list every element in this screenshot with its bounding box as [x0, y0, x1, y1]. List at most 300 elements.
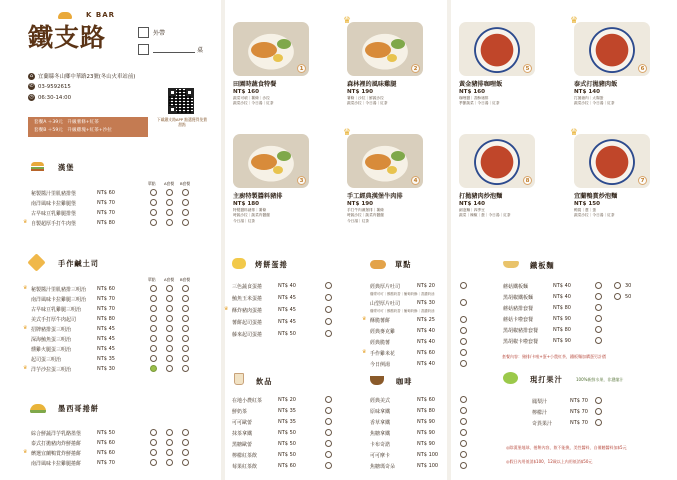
order-checkbox[interactable] [166, 315, 173, 322]
dish-desc-line: 今日湯｜紅茶 [233, 218, 256, 223]
item-price: NT$ 50 [278, 441, 296, 447]
menu-item [370, 397, 435, 404]
menu-item [370, 452, 439, 459]
order-checkbox[interactable] [325, 396, 332, 403]
order-checkbox[interactable] [166, 355, 173, 362]
menu-item [370, 441, 435, 448]
order-checkbox[interactable] [325, 306, 332, 313]
menu-item [31, 430, 115, 437]
item-price: NT$ 80 [553, 305, 571, 311]
dish-photo [574, 22, 650, 76]
dish-number-badge: 5 [523, 64, 532, 73]
featured-dish-card[interactable] [343, 16, 423, 107]
menu-item [370, 361, 435, 368]
featured-dish-card[interactable] [459, 134, 535, 219]
item-price: NT$ 40 [553, 283, 571, 289]
order-checkbox[interactable] [325, 451, 332, 458]
item-price: NT$ 60 [97, 450, 115, 456]
menu-item [370, 350, 435, 357]
order-checkbox[interactable] [460, 429, 467, 436]
order-checkbox[interactable] [182, 315, 189, 322]
menu-item [31, 336, 115, 343]
item-name: 泰式打拋豬肉炸鮮捲餅 [31, 441, 82, 447]
order-checkbox[interactable] [150, 199, 157, 206]
item-name: 蘑菇鐵板麵 [503, 284, 529, 290]
order-checkbox[interactable] [150, 305, 157, 312]
order-checkbox[interactable] [150, 209, 157, 216]
order-checkbox[interactable] [182, 285, 189, 292]
featured-dish-card[interactable] [343, 128, 423, 224]
dish-desc [233, 208, 309, 224]
menu-item [31, 326, 115, 333]
dish-price: NT$ 160 [459, 89, 486, 95]
order-checkbox[interactable] [166, 345, 173, 352]
menu-item [31, 356, 115, 363]
coffee-icon [370, 376, 384, 385]
featured-dish-card[interactable] [233, 134, 309, 224]
item-price: NT$ 70 [570, 409, 588, 415]
menu-item [532, 420, 588, 427]
logo: 鐵支路 [28, 23, 107, 52]
order-checkbox[interactable] [182, 335, 189, 342]
dish-desc-line: 手打牛肉漢堡排｜薯條 [347, 208, 384, 212]
order-checkbox[interactable] [460, 299, 467, 306]
eggroll-title: 烤餅蛋捲 [255, 260, 288, 269]
featured-dish-card[interactable] [570, 128, 650, 219]
item-price: NT$ 50 [97, 430, 115, 436]
order-checkbox[interactable] [166, 429, 173, 436]
dish-photo [459, 134, 535, 188]
order-checkbox[interactable] [460, 282, 467, 289]
menu-item [232, 331, 296, 338]
item-name: 古早味豆乳雞腿排堡 [31, 211, 77, 217]
item-price: NT$ 70 [97, 306, 115, 312]
item-name: 經典麥克雞 [370, 329, 396, 335]
order-checkbox[interactable] [595, 397, 602, 404]
lime-icon [503, 372, 518, 384]
item-name: 鮮奶茶 [232, 409, 248, 415]
menu-item [31, 210, 115, 217]
item-price: NT$ 45 [97, 326, 115, 332]
order-checkbox[interactable] [460, 349, 467, 356]
noodle-icon [503, 261, 519, 268]
mexican-title: 墨西哥捲餅 [58, 404, 99, 413]
menu-item [503, 283, 571, 290]
item-name: 經典脆薯 [370, 340, 391, 346]
order-checkbox[interactable] [150, 449, 157, 456]
recommend-icon: ♛ [23, 325, 28, 331]
item-price: NT$ 20 [417, 283, 435, 289]
menu-item [503, 338, 571, 345]
order-checkbox[interactable] [182, 355, 189, 362]
dish-price: NT$ 150 [574, 201, 601, 207]
item-price: NT$ 40 [417, 339, 435, 345]
order-checkbox[interactable] [595, 337, 602, 344]
menu-item [503, 327, 571, 334]
menu-item [31, 306, 115, 313]
column-header: A套餐 [164, 181, 175, 186]
order-checkbox[interactable] [166, 295, 173, 302]
toast-icon [27, 253, 45, 271]
dish-photo [233, 22, 309, 76]
item-price: NT$ 80 [97, 316, 115, 322]
item-name: 黑胡椒卡啦套餐 [503, 339, 539, 345]
snacks-title: 單點 [395, 260, 412, 269]
table-label: 桌 [197, 47, 204, 54]
drinks-title: 飲品 [256, 377, 273, 386]
item-price: NT$ 45 [278, 319, 296, 325]
item-name: 燻雞火腿蛋三明治 [31, 347, 72, 353]
wrap-icon [30, 404, 46, 413]
order-checkbox[interactable] [182, 305, 189, 312]
order-checkbox[interactable] [595, 419, 602, 426]
dish-price: NT$ 140 [574, 89, 601, 95]
item-name: 蘑菇卡啦套餐 [503, 317, 534, 323]
order-checkbox[interactable] [325, 418, 332, 425]
order-checkbox[interactable] [150, 315, 157, 322]
item-name: 檸檬紅茶飲 [232, 453, 258, 459]
item-name: 黑胡椒鐵板麵 [503, 295, 534, 301]
order-checkbox[interactable] [166, 199, 173, 206]
order-checkbox[interactable] [166, 189, 173, 196]
dish-number-badge: 4 [411, 176, 420, 185]
featured-dish-card[interactable] [570, 16, 650, 107]
location-icon: ⌂ [29, 73, 34, 79]
column-header: B套餐 [180, 181, 191, 186]
order-checkbox[interactable] [595, 315, 602, 322]
page-divider [221, 0, 225, 480]
dish-desc [574, 96, 650, 107]
size-label: 50 [625, 294, 632, 300]
order-checkbox[interactable] [325, 330, 332, 337]
menu-item [31, 460, 115, 467]
table-row [138, 44, 203, 55]
menu-item [232, 283, 296, 290]
menu-item [31, 286, 115, 293]
item-name: 三色蔬食蛋捲 [232, 284, 263, 290]
dish-name: 森林裡的風味雞腿 [347, 81, 397, 88]
featured-dish-card[interactable] [459, 22, 535, 107]
dish-desc-line: 蔬菜沙拉｜今日湯｜紅茶 [233, 101, 274, 106]
item-subtext: 爆漿可可｜醇酪奶香｜葡萄奶酥｜香濃奶油 [370, 309, 435, 313]
promo-line-b: 套餐B ＋59元 升級雞塊+紅茶+沙拉 [34, 127, 112, 133]
phone: ✆ 03-9592615 [29, 83, 71, 90]
dish-name: 主廚特製醬料豬排 [233, 193, 283, 200]
item-name: 酥炸豬肉蛋捲 [232, 308, 263, 314]
item-price: NT$ 40 [417, 361, 435, 367]
item-price: NT$ 90 [553, 316, 571, 322]
order-checkbox[interactable] [166, 449, 173, 456]
order-checkbox[interactable] [460, 418, 467, 425]
qr-caption: 下載鐵支路APP 點選獲得免費甜點 [156, 117, 208, 127]
order-checkbox[interactable] [182, 219, 189, 226]
order-checkbox[interactable] [460, 462, 467, 469]
menu-item [532, 409, 588, 416]
order-checkbox[interactable] [166, 365, 173, 372]
dish-number-badge: 8 [523, 176, 532, 185]
recommend-icon: ♛ [362, 316, 367, 322]
dish-photo [347, 22, 423, 76]
column-header: 單點 [148, 277, 156, 282]
item-price: NT$ 60 [417, 350, 435, 356]
order-checkbox[interactable] [595, 293, 602, 300]
dish-desc-line: 蔬菜｜辣椒｜蛋｜今日湯｜紅茶 [459, 213, 511, 218]
item-name: 鳳梨汁 [532, 399, 548, 405]
order-checkbox[interactable] [325, 407, 332, 414]
order-checkbox[interactable] [325, 282, 332, 289]
item-name: 南洋風味卡拉雞腿三明治 [31, 297, 87, 303]
egg-roll-icon [232, 258, 246, 269]
order-checkbox[interactable] [460, 316, 467, 323]
dish-price: NT$ 180 [233, 201, 260, 207]
item-name: 莓果紅茶飲 [232, 464, 258, 470]
item-price: NT$ 50 [278, 331, 296, 337]
dish-name: 黃金豬排咖哩飯 [459, 81, 503, 88]
order-checkbox[interactable] [182, 295, 189, 302]
item-name: 秘製醬汁里肌豬排堡 [31, 191, 77, 197]
dish-desc-line: 特製醬料豬排｜薯條 [233, 208, 267, 212]
item-price: NT$ 70 [97, 210, 115, 216]
order-checkbox[interactable] [166, 459, 173, 466]
item-price: NT$ 20 [278, 397, 296, 403]
item-name: 檸檬汁 [532, 410, 548, 416]
item-name: 在地小農紅茶 [232, 398, 263, 404]
noodle-title: 鐵板麵 [530, 261, 555, 270]
item-name: 深海鮪魚蛋三明治 [31, 337, 72, 343]
order-checkbox[interactable] [325, 318, 332, 325]
order-checkbox[interactable] [150, 429, 157, 436]
order-checkbox[interactable] [150, 295, 157, 302]
item-name: 抹茶拿鐵 [232, 431, 253, 437]
item-price: NT$ 30 [417, 300, 435, 306]
order-checkbox[interactable] [182, 449, 189, 456]
takeout-checkbox[interactable] [138, 27, 149, 38]
dish-price: NT$ 190 [347, 201, 374, 207]
item-price: NT$ 45 [278, 307, 296, 313]
item-name: 香草拿鐵 [370, 420, 391, 426]
order-checkbox[interactable] [166, 335, 173, 342]
dish-desc-line: 蔬菜沙拉｜今日湯｜紅茶 [574, 101, 615, 106]
item-name: 經典美式 [370, 398, 391, 404]
item-price: NT$ 80 [417, 408, 435, 414]
item-price: NT$ 35 [278, 419, 296, 425]
order-checkbox[interactable] [150, 219, 157, 226]
item-name: 焦糖拿鐵 [370, 431, 391, 437]
menu-item [370, 463, 439, 470]
promo-line-a: 套餐A ＋39元 升級薯條+紅茶 [34, 120, 99, 125]
recommend-icon: ♛ [23, 365, 28, 371]
burger-title: 漢堡 [58, 163, 75, 172]
order-checkbox[interactable] [182, 199, 189, 206]
order-checkbox[interactable] [460, 338, 467, 345]
size-option[interactable] [614, 293, 621, 300]
item-price: NT$ 60 [97, 190, 115, 196]
order-checkbox[interactable] [150, 355, 157, 362]
order-checkbox[interactable] [150, 335, 157, 342]
item-name: 手作雞米花 [370, 351, 396, 357]
table-number-field[interactable] [153, 46, 195, 53]
dish-number-badge: 7 [638, 176, 647, 185]
order-checkbox[interactable] [595, 326, 602, 333]
dish-number-badge: 2 [411, 64, 420, 73]
featured-dish-card[interactable] [233, 22, 309, 107]
recommend-icon: ♛ [362, 349, 367, 355]
item-name: 藤來起司蛋捲 [232, 332, 263, 338]
order-checkbox[interactable] [460, 360, 467, 367]
item-name: 起司蛋三明治 [31, 357, 62, 363]
menu-item [503, 316, 571, 323]
menu-item [232, 319, 296, 326]
menu-item [232, 295, 296, 302]
item-price: NT$ 70 [570, 420, 588, 426]
item-price: NT$ 50 [278, 430, 296, 436]
item-price: NT$ 90 [417, 430, 435, 436]
order-checkbox[interactable] [166, 325, 173, 332]
menu-item [370, 317, 435, 324]
order-checkbox[interactable] [460, 440, 467, 447]
dish-desc-line: 鴨賞｜蔥｜蛋 [574, 208, 597, 212]
item-name: 酥脆薯餅 [370, 318, 391, 324]
item-price: NT$ 40 [553, 294, 571, 300]
item-name: 山型厚片吐司 [370, 301, 401, 307]
order-checkbox[interactable] [150, 325, 157, 332]
order-checkbox[interactable] [595, 408, 602, 415]
dish-name: 田園時蔬食特餐 [233, 81, 277, 88]
item-price: NT$ 60 [97, 286, 115, 292]
item-price: NT$ 35 [278, 408, 296, 414]
item-name: 今日例湯 [370, 362, 391, 368]
item-price: NT$ 45 [97, 336, 115, 342]
crown-icon: ♛ [343, 16, 352, 26]
item-price: NT$ 35 [97, 356, 115, 362]
order-checkbox[interactable] [150, 439, 157, 446]
dish-name: 打拋豬肉炒泡麵 [459, 193, 503, 200]
item-name: 綜合鮮蔬洋芋乳酪墨堡 [31, 431, 82, 437]
dish-photo [233, 134, 309, 188]
item-name: 招牌豬排蛋三明治 [31, 327, 72, 333]
menu-item [232, 430, 296, 437]
crown-icon: ♛ [343, 128, 352, 138]
column-header: B套餐 [180, 277, 191, 282]
order-checkbox[interactable] [595, 304, 602, 311]
menu-item [232, 441, 296, 448]
dish-desc [459, 96, 535, 107]
order-checkbox[interactable] [182, 365, 189, 372]
dish-desc [233, 96, 309, 107]
dish-name: 宜蘭鴨賞炒泡麵 [574, 193, 618, 200]
menu-item [31, 200, 115, 207]
order-checkbox[interactable] [166, 285, 173, 292]
item-name: 自製超厚手打牛肉堡 [31, 221, 77, 227]
order-checkbox[interactable] [182, 345, 189, 352]
menu-item [31, 316, 115, 323]
dish-price: NT$ 190 [347, 89, 374, 95]
dish-desc-line: 蔬菜可頌｜薯條｜沙拉 [233, 96, 270, 100]
item-price: NT$ 90 [417, 441, 435, 447]
recommend-icon: ♛ [23, 219, 28, 225]
order-checkbox[interactable] [182, 189, 189, 196]
item-price: NT$ 60 [278, 463, 296, 469]
dish-desc-line: 時蔬沙拉｜蔬菜肉醬盤 [347, 213, 384, 218]
item-price: NT$ 25 [417, 317, 435, 323]
menu-item [232, 463, 296, 470]
order-checkbox[interactable] [166, 439, 173, 446]
order-checkbox[interactable] [166, 305, 173, 312]
size-option[interactable] [614, 282, 621, 289]
item-name: 古早味豆乳雞腿三明治 [31, 307, 82, 313]
order-checkbox[interactable] [166, 219, 173, 226]
dish-desc-line: 薯條｜沙拉｜鮮蔬沙拉 [347, 96, 384, 100]
order-checkbox[interactable] [325, 440, 332, 447]
menu-item [31, 440, 115, 447]
dish-desc-line: 今日湯｜紅茶 [347, 218, 370, 223]
dish-desc-line: 蔬菜沙拉｜今日湯｜紅茶 [347, 101, 388, 106]
order-checkbox[interactable] [182, 325, 189, 332]
item-name: 可可摩卡 [370, 453, 391, 459]
takeout-row [138, 27, 165, 38]
order-checkbox[interactable] [182, 439, 189, 446]
order-checkbox[interactable] [595, 282, 602, 289]
order-checkbox[interactable] [182, 459, 189, 466]
menu-item [370, 419, 435, 426]
item-name: 南洋風味卡拉雞腿堡 [31, 201, 77, 207]
crown-icon: ♛ [570, 128, 579, 138]
item-name: 可可歐蕾 [232, 420, 253, 426]
set-meal-promo [28, 117, 148, 137]
size-label: 30 [625, 283, 632, 289]
item-price: NT$ 60 [97, 440, 115, 446]
dish-photo [574, 134, 650, 188]
hours: ◷ 06:30-14:00 [29, 94, 72, 101]
order-checkbox[interactable] [460, 407, 467, 414]
footer-note-2: ◎假日內用低消$100，12歲以上內用低消$50元 [506, 459, 593, 464]
order-checkbox[interactable] [182, 429, 189, 436]
order-checkbox[interactable] [325, 429, 332, 436]
noodle-note: 套餐內容：豬排/卡啦+蛋+小農紅茶，鐵板麵加購蛋另計價 [502, 354, 607, 359]
order-checkbox[interactable] [150, 365, 157, 372]
order-checkbox[interactable] [460, 396, 467, 403]
item-name: 黑糖歐蕾 [232, 442, 253, 448]
menu-item [31, 366, 115, 373]
order-checkbox[interactable] [150, 189, 157, 196]
order-checkbox[interactable] [460, 451, 467, 458]
juice-title: 現打果汁 [530, 375, 563, 384]
order-checkbox[interactable] [150, 459, 157, 466]
order-checkbox[interactable] [150, 345, 157, 352]
menu-item [31, 296, 115, 303]
dine-in-checkbox[interactable] [138, 44, 149, 55]
order-checkbox[interactable] [182, 209, 189, 216]
dish-desc-line: 打拋豬肉｜太陽蛋 [574, 96, 604, 100]
qr-code[interactable] [168, 88, 194, 114]
item-price: NT$ 90 [553, 338, 571, 344]
item-price: NT$ 40 [417, 328, 435, 334]
menu-item [370, 283, 435, 290]
menu-item [532, 398, 588, 405]
order-checkbox[interactable] [460, 327, 467, 334]
menu-item [370, 430, 435, 437]
column-header: A套餐 [164, 277, 175, 282]
item-name: 蘑菇豬排套餐 [503, 306, 534, 312]
order-checkbox[interactable] [325, 462, 332, 469]
order-checkbox[interactable] [325, 294, 332, 301]
order-checkbox[interactable] [150, 285, 157, 292]
menu-item [232, 452, 296, 459]
order-checkbox[interactable] [166, 209, 173, 216]
menu-item [31, 220, 115, 227]
dish-desc-line: 蔬菜沙拉｜今日湯｜紅茶 [574, 213, 615, 218]
item-price: NT$ 60 [417, 397, 435, 403]
